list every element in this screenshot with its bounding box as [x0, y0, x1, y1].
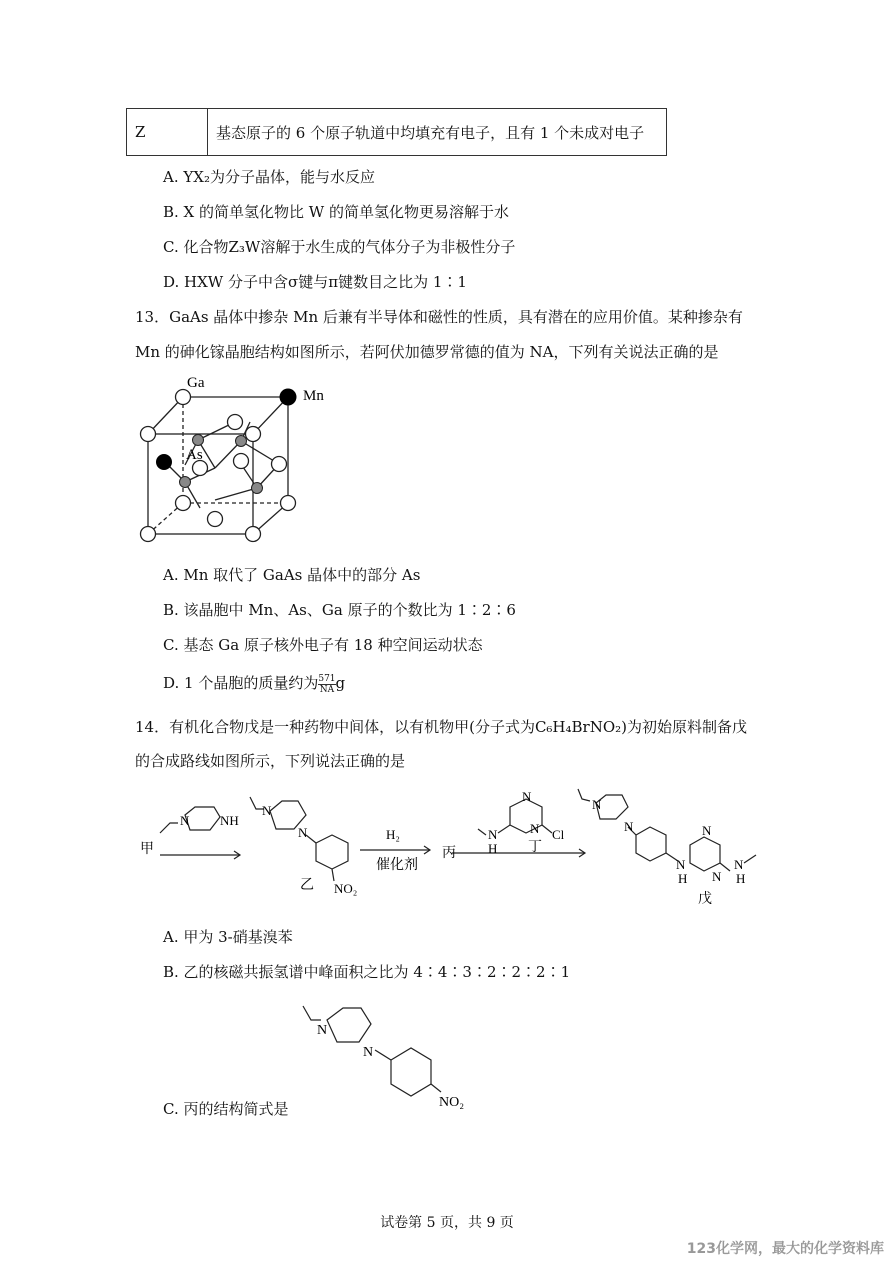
compound-jia: 甲 — [140, 842, 154, 857]
q14-stem-line2: 的合成路线如图所示，下列说法正确的是 — [135, 752, 406, 770]
wu-h1: H — [678, 871, 688, 886]
fraction-denominator: NA — [319, 684, 335, 695]
q14-stem-line1: 14．有机化合物戊是一种药物中间体，以有机物甲(分子式为C₆H₄BrNO₂)为初始原料制备戊 — [135, 718, 748, 736]
table-cell-element: Z — [127, 109, 208, 156]
q13-option-a: A. Mn 取代了 GaAs 晶体中的部分 As — [163, 566, 421, 584]
q13-option-d — [163, 672, 345, 695]
wu-n1: N — [592, 797, 602, 812]
table-cell-description: 基态原子的 6 个原子轨道中均填充有电子，且有 1 个未成对电子 — [208, 109, 667, 156]
element-table-row — [126, 108, 667, 156]
yi-no2: NO₂ — [334, 881, 358, 896]
ga-label: Ga — [187, 375, 205, 391]
q13-stem-line2: Mn 的砷化镓晶胞结构如图所示，若阿伏加德罗常德的值为 NA，下列有关说法正确的是 — [135, 343, 719, 361]
compound-ding: 丁 — [528, 840, 542, 855]
q13-option-d-text: D. 1 个晶胞的质量约为 — [163, 674, 319, 692]
q12-option-b: B. X 的简单氢化物比 W 的简单氢化物更易溶解于水 — [163, 203, 509, 221]
ding-cl: Cl — [552, 827, 565, 842]
unit-g: g — [335, 674, 346, 692]
ding-h: H — [488, 841, 498, 856]
wu-h2: H — [736, 871, 746, 886]
q13-option-c: C. 基态 Ga 原子核外电子有 18 种空间运动状态 — [163, 636, 483, 654]
bing-no2: NO₂ — [439, 1095, 465, 1110]
mn-label: Mn — [303, 388, 324, 404]
crystal-cell-diagram — [130, 370, 350, 550]
wu-n6: N — [734, 857, 744, 872]
reagent-nh: NH — [220, 813, 239, 828]
catalyst: 催化剂 — [376, 858, 418, 873]
page-footer: 试卷第 5 页，共 9 页 — [380, 1215, 514, 1231]
yi-n1: N — [262, 803, 272, 818]
mn-atom-face — [156, 454, 172, 470]
bing-structure — [295, 998, 495, 1118]
bing-n1: N — [317, 1023, 328, 1038]
fraction-numerator: 571 — [318, 673, 336, 684]
compound-yi: 乙 — [300, 878, 314, 893]
compound-bing: 丙 — [442, 846, 456, 861]
q12-option-d: D. HXW 分子中含σ键与π键数目之比为 1∶1 — [163, 273, 467, 291]
q13-option-b: B. 该晶胞中 Mn、As、Ga 原子的个数比为 1∶2∶6 — [163, 601, 516, 619]
q12-option-c: C. 化合物Z₃W溶解于水生成的气体分子为非极性分子 — [163, 238, 516, 256]
ding-n3: N — [488, 827, 498, 842]
q14-option-a: A. 甲为 3-硝基溴苯 — [163, 928, 293, 946]
ding-n1: N — [522, 789, 532, 804]
q14-option-b: B. 乙的核磁共振氢谱中峰面积之比为 4∶4∶3∶2∶2∶2∶1 — [163, 963, 571, 981]
ding-n2: N — [530, 821, 540, 836]
mass-fraction — [318, 674, 335, 695]
q12-option-a: A. YX₂为分子晶体，能与水反应 — [163, 168, 375, 186]
watermark: 123化学网，最大的化学资料库 — [686, 1241, 884, 1257]
q13-stem-line1: 13．GaAs 晶体中掺杂 Mn 后兼有半导体和磁性的性质，具有潜在的应用价值。某种掺杂有 — [135, 308, 743, 326]
yi-n2: N — [298, 825, 308, 840]
wu-n2: N — [624, 819, 634, 834]
mn-atom-corner — [280, 389, 297, 406]
q14-option-c: C. 丙的结构简式是 — [163, 1100, 289, 1118]
synthesis-scheme — [130, 785, 770, 910]
wu-n5: N — [712, 869, 722, 884]
as-label: As — [186, 447, 203, 463]
compound-wu: 戊 — [698, 892, 712, 907]
reagent-n: N — [180, 813, 190, 828]
reagent-h2: H₂ — [386, 827, 400, 842]
wu-n3: N — [676, 857, 686, 872]
wu-n4: N — [702, 823, 712, 838]
bing-n2: N — [363, 1045, 374, 1060]
